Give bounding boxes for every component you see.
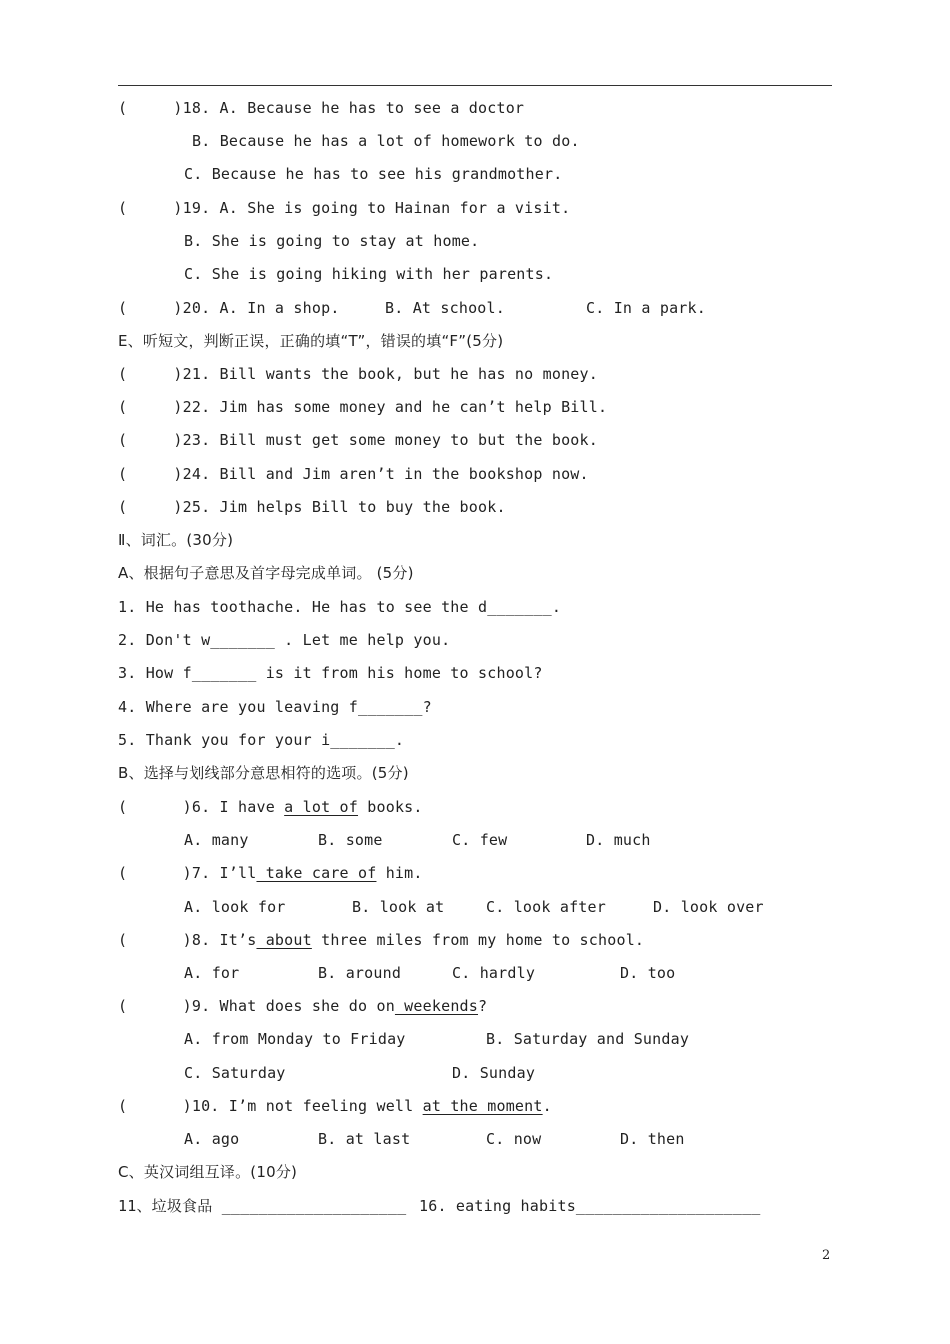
q6-option-b: B. some	[318, 831, 383, 849]
q19-option-c: C. She is going hiking with her parents.	[184, 265, 554, 283]
translate-item-11: 11、垃圾食品 ____________________	[118, 1197, 407, 1215]
q19-option-a: A. She is going to Hainan for a visit.	[219, 199, 571, 217]
q9-underlined: weekends	[394, 997, 479, 1015]
header-rule	[118, 85, 832, 86]
q10-option-d: D. then	[620, 1130, 685, 1148]
section-b-heading: B、选择与划线部分意思相符的选项。(5分)	[118, 764, 409, 782]
q18-num: ( )18.	[118, 99, 211, 117]
q8-stem: ( )8. It’s about three miles from my home to school.	[118, 931, 645, 949]
q10-option-b: B. at last	[318, 1130, 411, 1148]
q20-option-b: B. At school.	[385, 299, 505, 317]
q19-num: ( )19.	[118, 199, 211, 217]
tf-item: ( )21. Bill wants the book, but he has no money.	[118, 365, 598, 383]
q8-option-b: B. around	[318, 964, 402, 982]
q10-underlined: at the moment	[422, 1097, 543, 1115]
fill-item: 4. Where are you leaving f_______?	[118, 698, 432, 716]
q6-stem: ( )6. I have a lot of books.	[118, 798, 423, 816]
q9-option-d: D. Sunday	[452, 1064, 536, 1082]
q20-num: ( )20.	[118, 299, 211, 317]
q9-option-c: C. Saturday	[184, 1064, 286, 1082]
tf-item: ( )22. Jim has some money and he can’t help Bill.	[118, 398, 608, 416]
tf-item: ( )24. Bill and Jim aren’t in the bookshop now.	[118, 465, 589, 483]
q7-stem: ( )7. I’ll take care of him.	[118, 864, 423, 882]
section-c-heading: C、英汉词组互译。(10分)	[118, 1163, 298, 1181]
q19-option-b: B. She is going to stay at home.	[184, 232, 480, 250]
q6-option-d: D. much	[586, 831, 651, 849]
q18-line	[118, 98, 524, 118]
q20-line	[118, 298, 340, 318]
q19-line	[118, 198, 570, 218]
fill-item: 5. Thank you for your i_______.	[118, 731, 405, 749]
q6-option-c: C. few	[452, 831, 508, 849]
fill-item: 2. Don't w_______ . Let me help you.	[118, 631, 451, 649]
section-e-heading: E、听短文，判断正误，正确的填“T”，错误的填“F”(5分)	[118, 332, 504, 350]
q20-option-a: A. In a shop.	[219, 299, 340, 317]
q7-option-d: D. look over	[653, 898, 764, 916]
section-a-heading: A、根据句子意思及首字母完成单词。 (5分)	[118, 564, 414, 582]
translate-item-16: 16. eating habits____________________	[419, 1197, 761, 1215]
q9-option-b: B. Saturday and Sunday	[486, 1030, 690, 1048]
q7-underlined: take care of	[256, 864, 377, 882]
page-number: 2	[822, 1248, 831, 1263]
q6-underlined: a lot of	[284, 798, 359, 816]
tf-item: ( )25. Jim helps Bill to buy the book.	[118, 498, 506, 516]
q7-option-c: C. look after	[486, 898, 606, 916]
q8-underlined: about	[256, 931, 312, 949]
fill-item: 3. How f_______ is it from his home to school?	[118, 664, 543, 682]
q10-stem: ( )10. I’m not feeling well at the moment.	[118, 1097, 552, 1115]
fill-item: 1. He has toothache. He has to see the d_______.	[118, 598, 562, 616]
q20-option-c: C. In a park.	[586, 299, 706, 317]
q9-option-a: A. from Monday to Friday	[184, 1030, 406, 1048]
q8-option-d: D. too	[620, 964, 676, 982]
q18-option-b: B. Because he has a lot of homework to do.	[192, 132, 580, 150]
q7-option-b: B. look at	[352, 898, 445, 916]
q6-option-a: A. many	[184, 831, 249, 849]
q10-option-c: C. now	[486, 1130, 542, 1148]
q18-option-a: A. Because he has to see a doctor	[219, 99, 525, 117]
q9-stem: ( )9. What does she do on weekends?	[118, 997, 488, 1015]
tf-item: ( )23. Bill must get some money to but the book.	[118, 431, 598, 449]
q7-option-a: A. look for	[184, 898, 286, 916]
q18-option-c: C. Because he has to see his grandmother.	[184, 165, 563, 183]
q10-option-a: A. ago	[184, 1130, 240, 1148]
part-ii-heading: Ⅱ、词汇。(30分)	[118, 531, 234, 549]
q8-option-a: A. for	[184, 964, 240, 982]
q8-option-c: C. hardly	[452, 964, 536, 982]
